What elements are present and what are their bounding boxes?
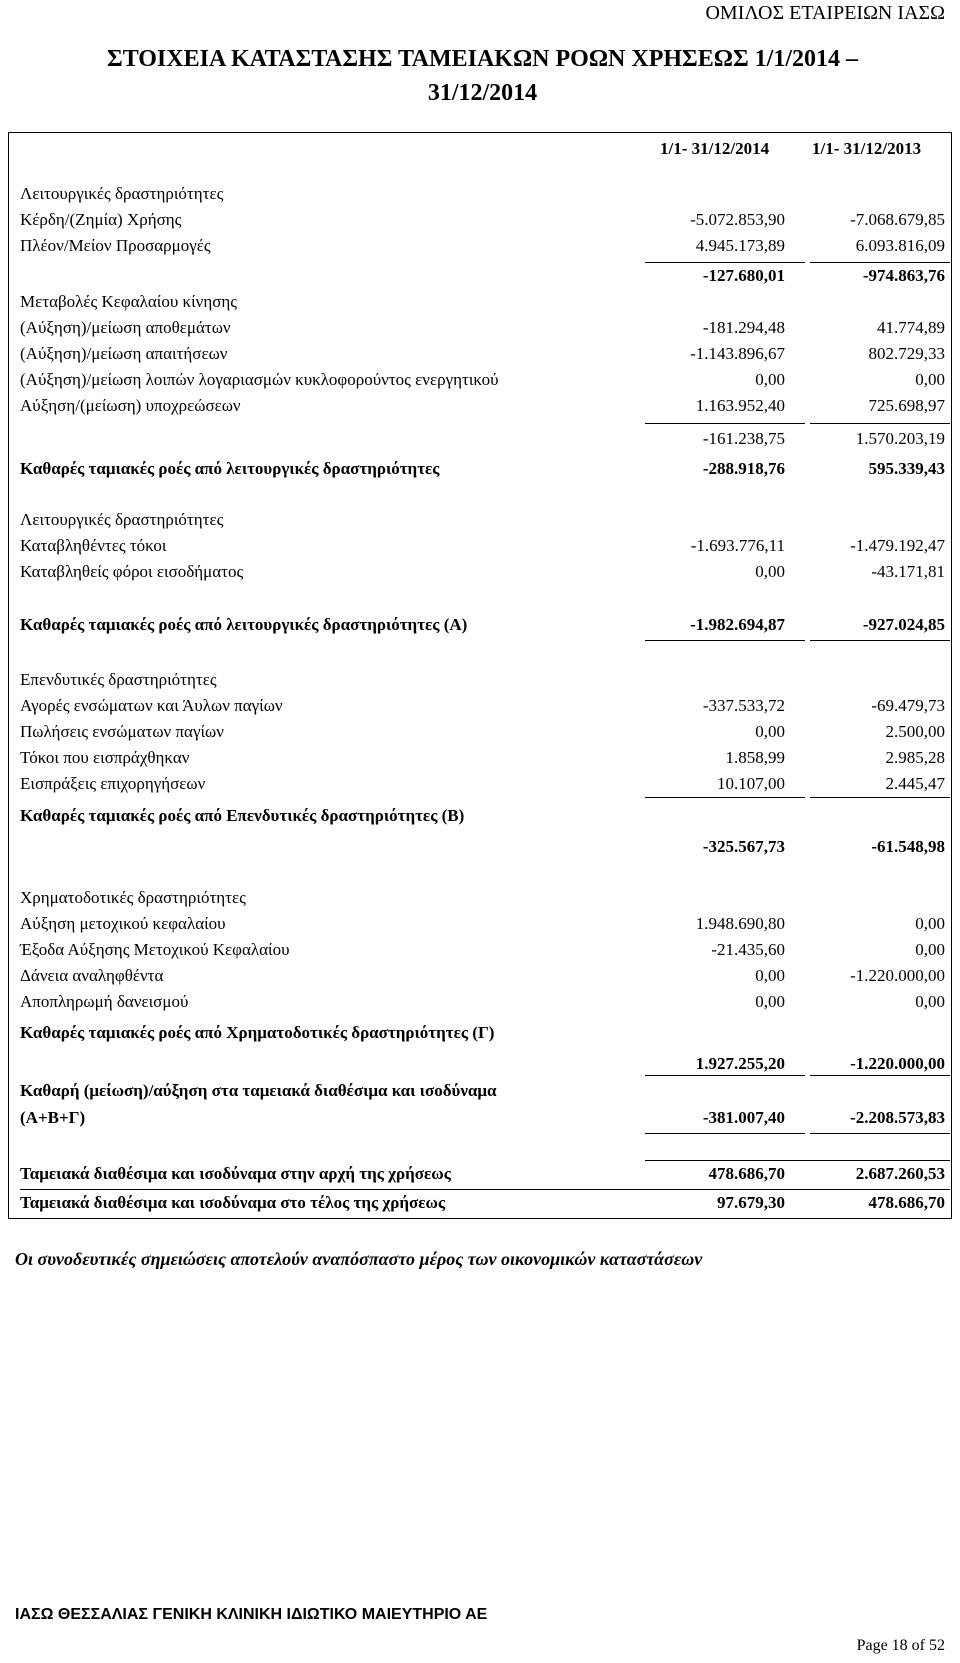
total-line xyxy=(645,1133,805,1134)
table-row: Καταβληθείς φόροι εισοδήματος 0,00 -43.171,81 xyxy=(20,562,945,581)
page-number: Page 18 of 52 xyxy=(856,1637,945,1654)
subtotal-line xyxy=(645,423,805,424)
subtotal-line xyxy=(645,262,805,263)
total-line xyxy=(810,1133,950,1134)
opening-cash-row: Ταμειακά διαθέσιμα και ισοδύναμα στην αρχή της χρήσεως 478.686,70 2.687.260,53 xyxy=(20,1164,945,1183)
closing-cash-row: Ταμειακά διαθέσιμα και ισοδύναμα στο τέλος της χρήσεως 97.679,30 478.686,70 xyxy=(20,1193,945,1212)
table-row: (Αύξηση)/μείωση απαιτήσεων -1.143.896,67 802.729,33 xyxy=(20,344,945,363)
total-line xyxy=(810,1075,950,1076)
total-line xyxy=(20,1189,950,1190)
section-heading-investing: Επενδυτικές δραστηριότητες xyxy=(20,670,217,689)
table-row: Δάνεια αναληφθέντα 0,00 -1.220.000,00 xyxy=(20,966,945,985)
subtotal-line xyxy=(810,262,950,263)
subtotal-line xyxy=(645,797,805,798)
table-row: Εισπράξεις επιχορηγήσεων 10.107,00 2.445,47 xyxy=(20,774,945,793)
column-header-2014: 1/1- 31/12/2014 xyxy=(660,139,770,158)
title-line-2: 31/12/2014 xyxy=(427,80,538,106)
group-name: ΟΜΙΛΟΣ ΕΤΑΙΡΕΙΩΝ ΙΑΣΩ xyxy=(705,2,945,24)
table-row: Πλέον/Μείον Προσαρμογές 4.945.173,89 6.093.816,09 xyxy=(20,236,945,255)
notes-statement: Οι συνοδευτικές σημειώσεις αποτελούν αναπόσπαστο μέρος των οικονομικών καταστάσεων xyxy=(15,1249,703,1269)
title-line-1: ΣΤΟΙΧΕΙΑ ΚΑΤΑΣΤΑΣΗΣ ΤΑΜΕΙΑΚΩΝ ΡΟΩΝ ΧΡΗΣΕΩΣ 1/1/2014 – xyxy=(107,46,858,72)
table-row: Καταβληθέντες τόκοι -1.693.776,11 -1.479.192,47 xyxy=(20,536,945,555)
subtotal-row: -161.238,75 1.570.203,19 xyxy=(702,429,945,448)
footer-company: ΙΑΣΩ ΘΕΣΣΑΛΙΑΣ ΓΕΝΙΚΗ ΚΛΙΝΙΚΗ ΙΔΙΩΤΙΚΟ ΜΑΙΕΥΤΗΡΙΟ ΑΕ xyxy=(15,1606,488,1623)
table-row: Τόκοι που εισπράχθηκαν 1.858,99 2.985,28 xyxy=(20,748,945,767)
section-heading-financing: Χρηματοδοτικές δραστηριότητες xyxy=(20,888,246,907)
total-line xyxy=(645,1075,805,1076)
section-heading-operating-2: Λειτουργικές δραστηριότητες xyxy=(20,510,224,529)
table-row: Πωλήσεις ενσώματων παγίων 0,00 2.500,00 xyxy=(20,722,945,741)
table-row: Αύξηση/(μείωση) υποχρεώσεων 1.163.952,40 725.698,97 xyxy=(20,396,945,415)
table-row: Κέρδη/(Ζημία) Χρήσης -5.072.853,90 -7.068.679,85 xyxy=(20,210,945,229)
total-row: Καθαρές ταμιακές ροές από λειτουργικές δραστηριότητες -288.918,76 595.339,43 xyxy=(20,459,945,478)
total-row-a: Καθαρές ταμιακές ροές από λειτουργικές δραστηριότητες (Α) -1.982.694,87 -927.024,85 xyxy=(20,615,945,634)
subtotal-line xyxy=(810,423,950,424)
total-label-c: Καθαρές ταμιακές ροές από Χρηματοδοτικές δραστηριότητες (Γ) xyxy=(20,1023,495,1042)
subtotal-line xyxy=(810,797,950,798)
page-title xyxy=(65,42,900,110)
section-heading-working-capital: Μεταβολές Κεφαλαίου κίνησης xyxy=(20,292,238,311)
total-line xyxy=(810,640,950,641)
total-line xyxy=(645,640,805,641)
subtotal-row: -127.680,01 -974.863,76 xyxy=(702,266,945,285)
total-line xyxy=(645,1160,950,1161)
section-heading-operating: Λειτουργικές δραστηριότητες xyxy=(20,184,224,203)
total-row-c: 1.927.255,20 -1.220.000,00 xyxy=(695,1054,945,1073)
column-header-2013: 1/1- 31/12/2013 xyxy=(812,139,922,158)
total-label-b: Καθαρές ταμιακές ροές από Επενδυτικές δραστηριότητες (Β) xyxy=(20,806,465,825)
net-change-label: Καθαρή (μείωση)/αύξηση στα ταμειακά διαθέσιμα και ισοδύναμα xyxy=(20,1081,497,1100)
table-row: (Αύξηση)/μείωση λοιπών λογαριασμών κυκλοφορούντος ενεργητικού 0,00 0,00 xyxy=(20,370,945,389)
table-row: Αύξηση μετοχικού κεφαλαίου 1.948.690,80 0,00 xyxy=(20,914,945,933)
table-row: Αποπληρωμή δανεισμού 0,00 0,00 xyxy=(20,992,945,1011)
table-row: Έξοδα Αύξησης Μετοχικού Κεφαλαίου -21.435,60 0,00 xyxy=(20,940,945,959)
net-change-row: (Α+Β+Γ) -381.007,40 -2.208.573,83 xyxy=(20,1108,945,1127)
table-row: (Αύξηση)/μείωση αποθεμάτων -181.294,48 41.774,89 xyxy=(20,318,945,337)
table-row: Αγορές ενσώματων και Άυλων παγίων -337.533,72 -69.479,73 xyxy=(20,696,945,715)
total-row-b: -325.567,73 -61.548,98 xyxy=(702,837,945,856)
